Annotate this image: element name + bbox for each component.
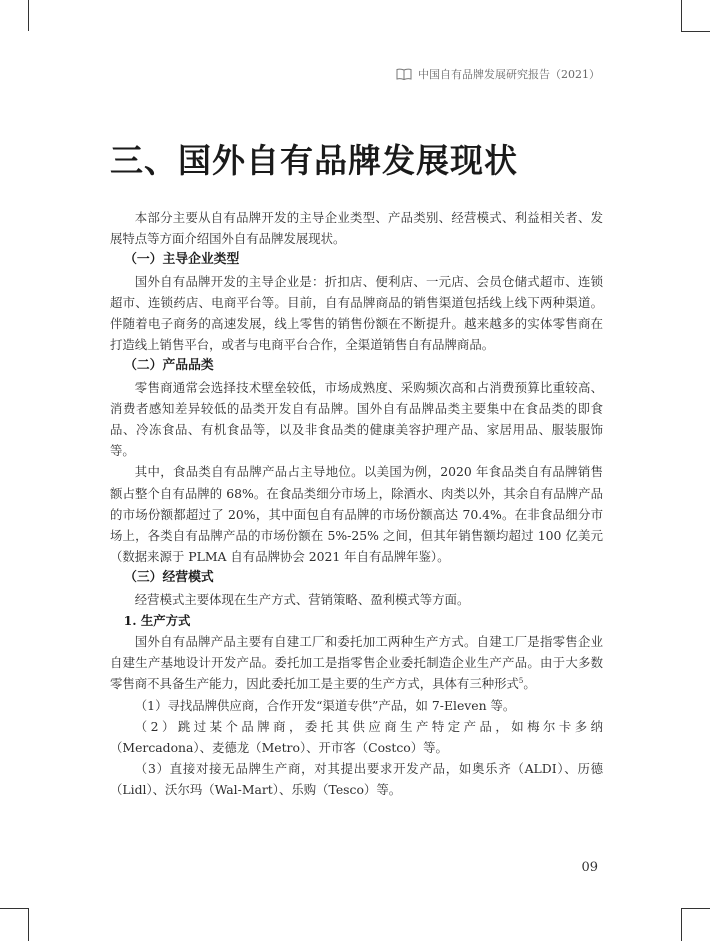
section-heading-1: （一）主导企业类型 (124, 252, 240, 268)
section3-paragraph-1: 经营模式主要体现在生产方式、营销策略、盈利模式等方面。 (134, 591, 470, 607)
crop-mark-top-left (28, 0, 29, 31)
crop-mark-bottom-left (28, 908, 29, 941)
section2-paragraph-1: 零售商通常会选择技术壁垒较低，市场成熟度、采购频次高和占消费预算比重较高、消费者感知差异较低的品类开发自有品牌。国外自有品牌品类主要集中在食品类的即食品、冷冻食品、有机食品等，以及非食品类的健康美容护理产品、家居用品、服装服饰等。 (110, 379, 603, 459)
list-item-1: （1）寻找品牌供应商，合作开发“渠道专供”产品，如 7-Eleven 等。 (134, 697, 516, 713)
crop-mark-bottom-right (681, 908, 682, 941)
crop-mark-bottom-left-h (0, 908, 28, 909)
section-heading-3: （三）经营模式 (124, 570, 214, 586)
list-item-3: （3）直接对接无品牌生产商，对其提出要求开发产品，如奥乐齐（ALDI）、历德（Lidl）、沃尔玛（Wal-Mart）、乐购（Tesco）等。 (110, 761, 603, 798)
running-title: 中国自有品牌发展研究报告（2021） (418, 68, 600, 81)
production-text: 国外自有品牌产品主要有自建工厂和委托加工两种生产方式。自建工厂是指零售企业自建生产基地设计开发产品。委托加工是指零售企业委托制造企业生产产品。由于大多数零售商不具备生产能力，因此委托加工是主要的生产方式，具体有三种形式 (110, 634, 603, 692)
book-icon (396, 68, 412, 80)
section2-paragraph-2: 其中，食品类自有品牌产品占主导地位。以美国为例，2020 年食品类自有品牌销售额占整个自有品牌的 68%。在食品类细分市场上，除酒水、肉类以外，其余自有品牌产品的市场份额都超过了 20%，其中面包自有品牌的市场份额高达 70.4%。在非食品细分市场上，各类自有品牌产品的市场份额在 5%-25% 之间，但其年销售额均超过 100 亿美元（数据来源于 PLMA 自有品牌协会 2021 年自有品牌年鉴）。 (110, 464, 603, 565)
running-header (396, 66, 600, 82)
intro-paragraph: 本部分主要从自有品牌开发的主导企业类型、产品类别、经营模式、利益相关者、发展特点等方面介绍国外自有品牌发展现状。 (110, 210, 603, 247)
list-item-2: （2）跳过某个品牌商，委托其供应商生产特定产品，如梅尔卡多纳（Mercadona）、麦德龙（Metro）、开市客（Costco）等。 (110, 718, 603, 756)
section3-paragraph-2 (110, 631, 603, 695)
crop-mark-top-right-h (681, 31, 710, 32)
body-text (110, 207, 603, 801)
chapter-title: 三、国外自有品牌发展现状 (110, 141, 518, 180)
crop-mark-top-right (681, 0, 682, 31)
subsection-heading-production: 1. 生产方式 (123, 612, 191, 628)
crop-mark-bottom-right-h (681, 908, 710, 909)
footnote-ref: 5 (518, 677, 524, 686)
production-text-end: 。 (523, 676, 536, 692)
section-heading-2: （二）产品品类 (124, 358, 214, 374)
page-number: 09 (581, 860, 598, 875)
section1-paragraph: 国外自有品牌开发的主导企业是：折扣店、便利店、一元店、会员仓储式超市、连锁超市、连锁药店、电商平台等。目前，自有品牌商品的销售渠道包括线上线下两种渠道。伴随着电子商务的高速发展，线上零售的销售份额在不断提升。越来越多的实体零售商在打造线上销售平台，或者与电商平台合作，全渠道销售自有品牌商品。 (110, 273, 603, 353)
